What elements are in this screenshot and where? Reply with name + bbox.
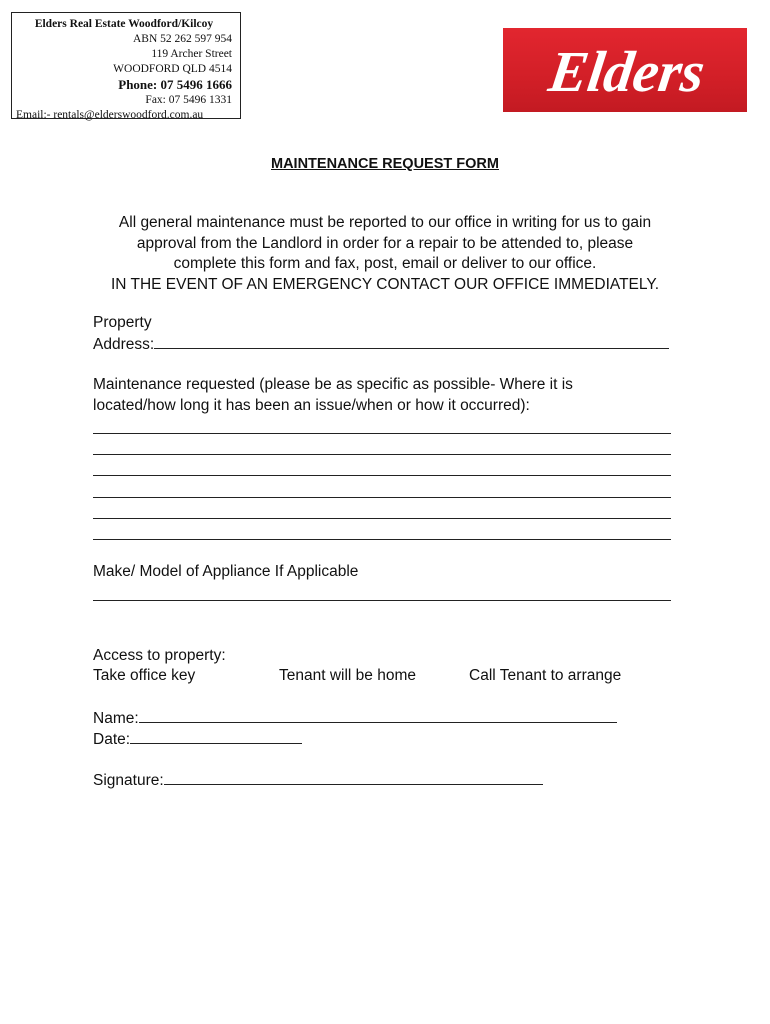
intro-line: complete this form and fax, post, email or deliver to our office. [173, 255, 597, 273]
date-field [93, 729, 302, 751]
maintenance-input-line[interactable] [93, 475, 671, 476]
access-label: Access to property: [93, 647, 226, 664]
name-label: Name: [93, 710, 139, 727]
elders-logo [503, 28, 747, 112]
agency-contact-box [11, 12, 241, 119]
agency-fax: Fax: 07 5496 1331 [145, 94, 232, 106]
agency-email: Email:- rentals@elderswoodford.com.au [16, 109, 204, 121]
signature-label: Signature: [93, 772, 164, 789]
name-input-line[interactable] [139, 708, 617, 723]
maintenance-input-line[interactable] [93, 433, 671, 434]
agency-abn: ABN 52 262 597 954 [132, 33, 232, 45]
agency-name: Elders Real Estate Woodford/Kilcoy [34, 18, 214, 30]
signature-field [93, 770, 543, 792]
agency-phone: Phone: 07 5496 1666 [118, 77, 232, 92]
access-option-tenant-home[interactable]: Tenant will be home [279, 667, 416, 684]
date-label: Date: [93, 731, 131, 748]
property-address-field [93, 313, 669, 355]
property-label: Property [93, 314, 152, 331]
elders-logo-text: Elders [545, 39, 709, 104]
appliance-label: Make/ Model of Appliance If Applicable [93, 563, 359, 580]
maintenance-input-line[interactable] [93, 454, 671, 455]
name-field [93, 708, 617, 730]
maintenance-label [93, 375, 573, 416]
form-title: MAINTENANCE REQUEST FORM [271, 156, 499, 172]
maintenance-label-line: located/how long it has been an issue/when or how it occurred): [93, 396, 530, 414]
address-label: Address: [93, 335, 155, 353]
appliance-input-line[interactable] [93, 600, 671, 601]
access-option-office-key[interactable]: Take office key [93, 667, 196, 684]
agency-street: 119 Archer Street [151, 48, 232, 60]
date-input-line[interactable] [130, 729, 302, 744]
address-input-line[interactable] [154, 334, 669, 349]
maintenance-input-line[interactable] [93, 539, 671, 540]
maintenance-label-line: Maintenance requested (please be as specific as possible- Where it is [93, 376, 573, 393]
emergency-notice: IN THE EVENT OF AN EMERGENCY CONTACT OUR OFFICE IMMEDIATELY. [110, 275, 660, 293]
intro-line: approval from the Landlord in order for a repair to be attended to, please [136, 234, 634, 252]
signature-input-line[interactable] [164, 770, 543, 785]
form-intro [80, 213, 690, 295]
access-option-call-tenant[interactable]: Call Tenant to arrange [469, 667, 622, 684]
agency-suburb: WOODFORD QLD 4514 [113, 63, 232, 75]
maintenance-input-line[interactable] [93, 497, 671, 498]
maintenance-input-line[interactable] [93, 518, 671, 519]
intro-line: All general maintenance must be reported to our office in writing for us to gain [118, 214, 652, 231]
